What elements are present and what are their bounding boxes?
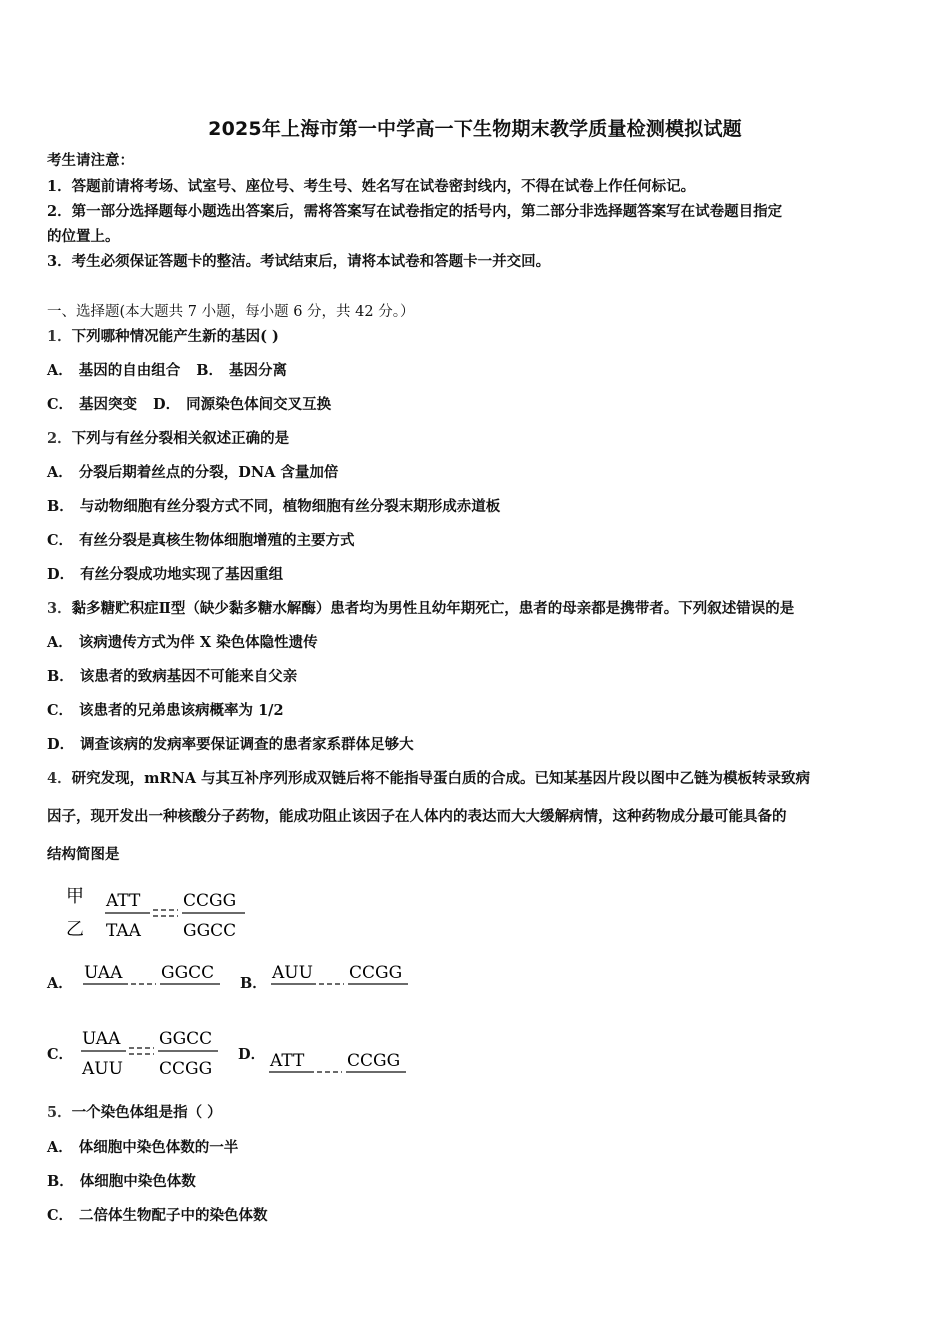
q4-option-c-formula [78,1022,228,1084]
seq-2: CCGG [347,1051,401,1071]
option-letter: D． [47,566,75,583]
q4-option-a-letter: A． [47,975,73,992]
q4-option-c-letter: C． [47,1046,74,1063]
q4-option-b-letter: B． [240,975,267,992]
q5-option-a [47,1139,238,1157]
seq-top-1: UAA [82,1029,121,1049]
option-letter: B． [47,1173,74,1190]
question-stem: 一个染色体组是指（ ） [71,1104,222,1121]
notice-heading: 考生请注意： [47,152,134,169]
seq-1: AUU [272,963,313,983]
seq-bottom-1: AUU [82,1059,123,1079]
option-letter: B． [47,668,74,685]
option-letter: D． [153,396,181,413]
option-letter: C． [47,1207,74,1224]
question-5 [47,1104,222,1122]
question-4-line-2: 因子，现开发出一种核酸分子药物，能成功阻止该因子在人体内的表达而大大缓解病情，这种药物成分最可能具备的 [47,808,787,825]
seq-top-2: GGCC [159,1029,213,1049]
q4-option-b-formula [268,958,418,992]
question-stem: 黏多糖贮积症Ⅱ型（缺少黏多糖水解酶）患者均为男性且幼年期死亡，患者的母亲都是携带者。下列叙述错误的是 [71,600,795,617]
option-text: 基因突变 [79,396,138,413]
q3-option-a [47,634,318,652]
seq-2: CCGG [349,963,403,983]
seq-1: ATT [270,1051,305,1071]
question-1 [47,328,279,346]
section-heading: 一、选择题(本大题共 7 小题，每小题 6 分，共 42 分。） [47,304,415,320]
question-4 [47,770,810,788]
seq-bottom-1: TAA [106,921,141,941]
question-3 [47,600,794,618]
option-text: 体细胞中染色体数 [79,1173,196,1190]
question-number: 3． [47,600,72,617]
option-text: 该患者的兄弟患该病概率为 1/2 [79,702,284,719]
dna-fragment-figure [60,880,260,946]
option-letter: C． [47,532,74,549]
option-text: 体细胞中染色体数的一半 [78,1139,239,1156]
q1-options-cd [47,396,331,414]
q2-option-c [47,532,355,550]
q3-option-c [47,702,284,720]
notice-item-2: 2．第一部分选择题每小题选出答案后，需将答案写在试卷指定的括号内，第二部分非选择题答案写在试卷题目指定 [47,203,783,220]
page-title: 2025年上海市第一中学高一下生物期末教学质量检测模拟试题 [208,118,742,140]
question-number: 4． [47,770,72,787]
option-letter: B． [47,498,74,515]
strand-yi-label: 乙 [66,919,84,940]
option-letter: A． [47,634,73,651]
question-2 [47,430,289,448]
q5-option-b [47,1173,196,1191]
question-4-line-3: 结构简图是 [47,846,120,863]
option-letter: A． [47,1139,73,1156]
option-letter: B． [196,362,224,379]
q4-option-d-formula [266,1046,416,1080]
option-text: 与动物细胞有丝分裂方式不同，植物细胞有丝分裂末期形成赤道板 [79,498,501,515]
strand-jia-label: 甲 [66,886,84,907]
q4-option-d-letter: D． [238,1046,266,1063]
option-text: 该病遗传方式为伴 X 染色体隐性遗传 [78,634,318,651]
option-text: 有丝分裂是真核生物体细胞增殖的主要方式 [79,532,355,549]
option-text: 同源染色体间交叉互换 [186,396,332,413]
question-number: 1． [47,328,72,345]
question-stem-line-1: 研究发现，mRNA 与其互补序列形成双链后将不能指导蛋白质的合成。已知某基因片段以图中乙链为模板转录致病 [71,770,811,787]
option-text: 调查该病的发病率要保证调查的患者家系群体足够大 [80,736,414,753]
q2-option-a [47,464,338,482]
q3-option-b [47,668,297,686]
seq-bottom-2: CCGG [159,1059,213,1079]
option-text: 分裂后期着丝点的分裂，DNA 含量加倍 [78,464,339,481]
seq-top-1: ATT [106,891,141,911]
option-text: 二倍体生物配子中的染色体数 [79,1207,268,1224]
option-text: 该患者的致病基因不可能来自父亲 [79,668,298,685]
q1-options-ab [47,362,287,380]
option-letter: C． [47,702,74,719]
question-number: 5． [47,1104,72,1121]
seq-bottom-2: GGCC [183,921,237,941]
seq-1: UAA [84,963,123,983]
q3-option-d [47,736,414,754]
option-letter: C． [47,396,74,413]
q2-option-d [47,566,283,584]
option-letter: A． [47,362,73,379]
seq-top-2: CCGG [183,891,237,911]
seq-2: GGCC [161,963,215,983]
q4-option-a-formula [80,958,230,992]
question-number: 2． [47,430,72,447]
option-letter: A． [47,464,73,481]
question-stem: 下列与有丝分裂相关叙述正确的是 [71,430,290,447]
notice-item-2-cont: 的位置上。 [47,228,120,245]
option-text: 基因分离 [229,362,288,379]
notice-item-1: 1．答题前请将考场、试室号、座位号、考生号、姓名写在试卷密封线内，不得在试卷上作任何标记。 [47,178,696,195]
option-text: 有丝分裂成功地实现了基因重组 [80,566,284,583]
q5-option-c [47,1207,268,1225]
notice-item-3: 3．考生必须保证答题卡的整洁。考试结束后，请将本试卷和答题卡一并交回。 [47,253,551,270]
question-stem: 下列哪种情况能产生新的基因( ) [71,328,279,345]
q2-option-b [47,498,500,516]
option-letter: D． [47,736,75,753]
option-text: 基因的自由组合 [78,362,181,379]
